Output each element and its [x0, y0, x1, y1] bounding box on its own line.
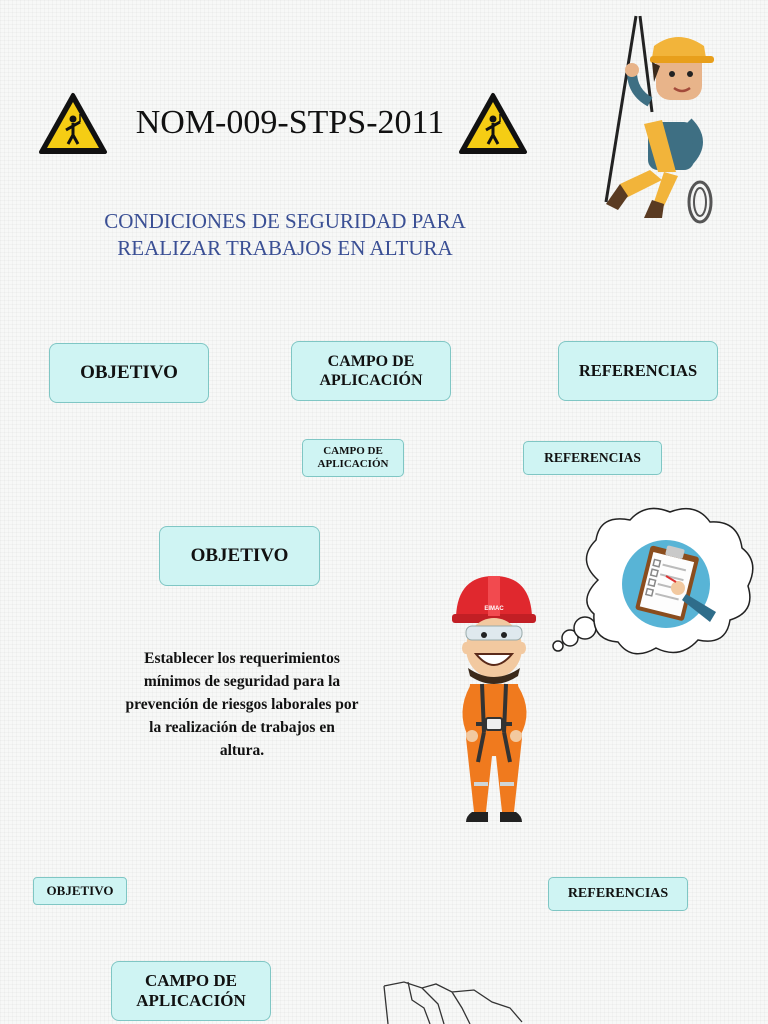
fall-warning-icon-right [458, 92, 528, 156]
campo-de-aplicacion-button-small[interactable] [302, 439, 404, 477]
thought-cloud-clipboard-illustration [548, 500, 760, 664]
referencias-small-label: REFERENCIAS [544, 449, 641, 465]
mexico-map-outline [378, 978, 528, 1024]
objetivo-button-label: OBJETIVO [80, 361, 178, 383]
referencias-button[interactable] [558, 341, 718, 401]
referencias-button-small[interactable] [523, 441, 662, 475]
objective-line-4: la realización de trabajos en [149, 719, 335, 736]
subtitle [60, 208, 510, 262]
referencias-bottom-label: REFERENCIAS [567, 885, 669, 901]
objetivo-button-small[interactable] [33, 877, 127, 905]
helmet-label: EIMAC [484, 606, 504, 612]
objetivo-button-detail[interactable] [159, 526, 320, 586]
objective-line-2: mínimos de seguridad para la [143, 673, 341, 690]
climbing-worker-illustration [592, 12, 722, 228]
objective-line-3: prevención de riesgos laborales por [125, 696, 359, 713]
campo-small-label-line-1: CAMPO DE [323, 444, 383, 457]
standing-worker-illustration [448, 572, 540, 834]
objetivo-small-label: OBJETIVO [46, 883, 114, 899]
campo-de-aplicacion-button-bottom[interactable] [111, 961, 271, 1021]
objetivo-button[interactable] [49, 343, 209, 403]
objective-line-1: Establecer los requerimientos [144, 650, 340, 667]
referencias-button-bottom[interactable] [548, 877, 688, 911]
campo-button-label-line-2: APLICACIÓN [319, 372, 423, 389]
campo-bottom-label-line-2: APLICACIÓN [136, 991, 246, 1010]
campo-button-label-line-1: CAMPO DE [327, 352, 415, 370]
page-title: NOM-009-STPS-2011 [135, 104, 445, 141]
objetivo-detail-label: OBJETIVO [190, 544, 289, 566]
referencias-button-label: REFERENCIAS [578, 361, 698, 381]
campo-de-aplicacion-button[interactable] [291, 341, 451, 401]
subtitle-line-1: CONDICIONES DE SEGURIDAD PARA [104, 209, 466, 233]
objective-line-5: altura. [219, 742, 265, 759]
objective-description [92, 647, 392, 762]
campo-bottom-label-line-1: CAMPO DE [144, 970, 238, 990]
fall-warning-icon-left [38, 92, 108, 156]
campo-small-label-line-2: APLICACIÓN [317, 458, 389, 470]
subtitle-line-2: REALIZAR TRABAJOS EN ALTURA [117, 236, 453, 260]
